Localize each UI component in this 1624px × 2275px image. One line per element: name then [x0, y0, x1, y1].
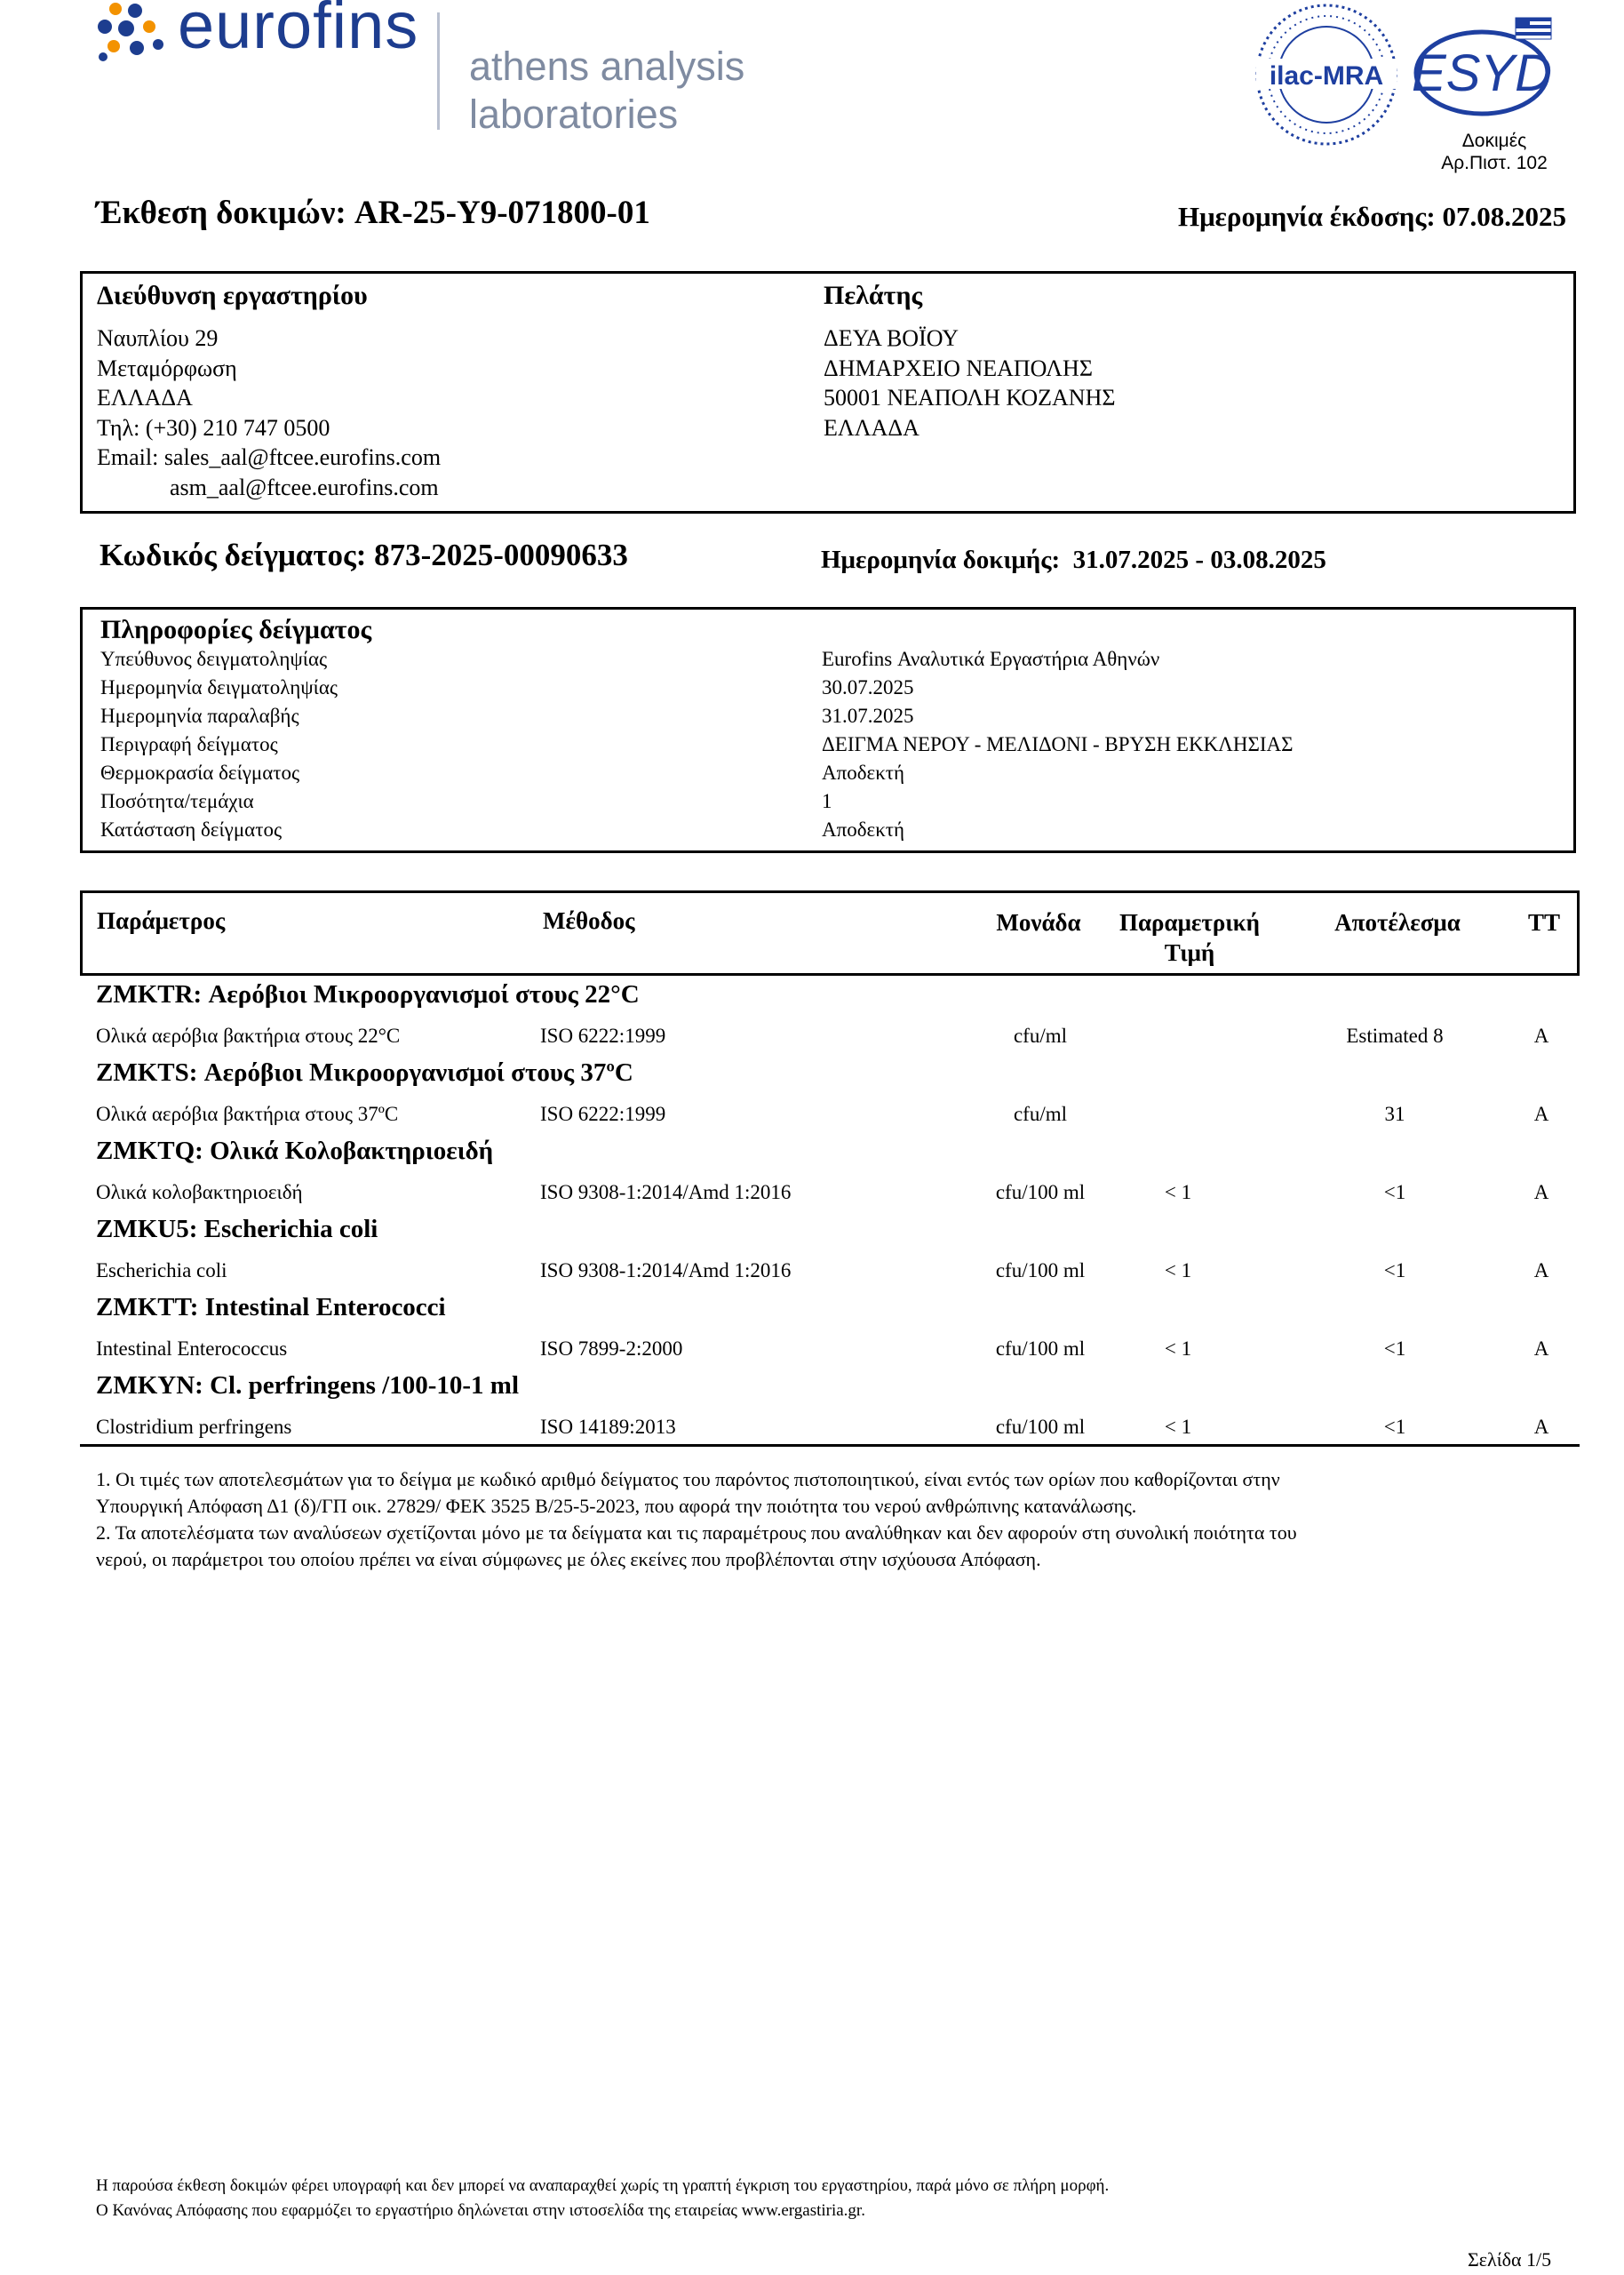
footer-line2: Ο Κανόνας Απόφασης που εφαρμόζει το εργαστήριο δηλώνεται στην ιστοσελίδα της εταιρείας www.ergastiria.gr. [96, 2201, 865, 2220]
sample-info-label: Ποσότητα/τεμάχια [100, 790, 254, 812]
esyd-seal-icon [1413, 14, 1567, 128]
page-number: Σελίδα 1/5 [1468, 2248, 1552, 2271]
test-group-title: ZMKTT: Intestinal Enterococci [96, 1293, 446, 1321]
lab-address-line: Μεταμόρφωση [97, 355, 237, 381]
client-heading: Πελάτης [824, 281, 923, 310]
result-tt: A [1533, 1259, 1549, 1281]
result-parametric-value: < 1 [1164, 1416, 1192, 1438]
result-parameter: Ολικά αερόβια βακτήρια στους 37ºC [96, 1103, 399, 1125]
result-value: Estimated 8 [1346, 1025, 1444, 1047]
eurofins-wordmark: eurofins [178, 0, 419, 62]
result-tt: A [1533, 1103, 1549, 1125]
address-box [80, 271, 1576, 514]
result-value: <1 [1383, 1416, 1406, 1438]
test-date-value: 31.07.2025 - 03.08.2025 [1072, 546, 1326, 574]
result-value: <1 [1383, 1259, 1406, 1281]
result-method: ISO 7899-2:2000 [540, 1337, 683, 1360]
col-parameter: Παράμετρος [97, 907, 226, 934]
result-unit: cfu/100 ml [995, 1259, 1086, 1281]
svg-text:ilac-MRA: ilac-MRA [1269, 61, 1384, 91]
footer-line1: Η παρούσα έκθεση δοκιμών φέρει υπογραφή και δεν μπορεί να αναπαραχθεί χωρίς τη γραπτή έγκριση του εργαστηρίου, παρά μόνο σε πλήρη μορφή. [96, 2176, 1110, 2195]
sample-info-value: Αποδεκτή [822, 818, 905, 841]
sample-info-value: 1 [822, 790, 832, 812]
logo-subtitle-line1: athens analysis [469, 44, 745, 89]
client-line: 50001 ΝΕΑΠΟΛΗ ΚΟΖΑΝΗΣ [824, 385, 1116, 411]
report-title: Έκθεση δοκιμών: AR-25-Y9-071800-01 [96, 195, 650, 231]
test-group-title: ZMKTS: Αερόβιοι Μικροοργανισμοί στους 37ºC [96, 1058, 633, 1087]
result-parameter: Escherichia coli [96, 1259, 227, 1281]
result-parametric-value: < 1 [1164, 1259, 1192, 1281]
sample-info-label: Ημερομηνία παραλαβής [100, 705, 299, 727]
sample-info-label: Περιγραφή δείγματος [100, 733, 278, 755]
result-method: ISO 14189:2013 [540, 1416, 676, 1438]
result-parameter: Intestinal Enterococcus [96, 1337, 288, 1360]
accreditation-caption-line1: Δοκιμές [1461, 131, 1527, 151]
table-bottom-rule [80, 1444, 1580, 1447]
client-line: ΕΛΛΑΔΑ [824, 415, 919, 441]
result-value: <1 [1383, 1181, 1406, 1203]
result-method: ISO 6222:1999 [540, 1103, 666, 1125]
result-parameter: Ολικά αερόβια βακτήρια στους 22°C [96, 1025, 401, 1047]
result-unit: cfu/ml [1013, 1025, 1068, 1047]
col-method: Μέθοδος [543, 907, 635, 934]
test-group-title: ZMKTQ: Ολικά Κολοβακτηριοειδή [96, 1137, 494, 1165]
note-1-line1: 1. Οι τιμές των αποτελεσμάτων για το δείγμα με κωδικό αριθμό δείγματος του παρόντος πιστοποιητικού, είναι εντός των ορίων που καθορίζονται στην [96, 1468, 1280, 1490]
lab-email: Email: sales_aal@ftcee.eurofins.com [97, 444, 442, 470]
note-2-line1: 2. Τα αποτελέσματα των αναλύσεων σχετίζονται μόνο με τα δείγματα και τις παραμέτρους που αναλύθηκαν και δεν αφορούν στη συνολική ποιότητα του [96, 1521, 1297, 1544]
lab-email-secondary: asm_aal@ftcee.eurofins.com [170, 475, 439, 500]
client-line: ΔΗΜΑΡΧΕΙΟ ΝΕΑΠΟΛΗΣ [824, 355, 1093, 381]
result-parametric-value: < 1 [1164, 1181, 1192, 1203]
result-parameter: Ολικά κολοβακτηριοειδή [96, 1181, 303, 1203]
result-parametric-value: < 1 [1164, 1337, 1192, 1360]
sample-info-label: Ημερομηνία δειγματοληψίας [100, 676, 338, 698]
result-tt: A [1533, 1025, 1549, 1047]
lab-address-line: ΕΛΛΑΔΑ [97, 385, 193, 411]
note-1-line2: Υπουργική Απόφαση Δ1 (δ)/ΓΠ οικ. 27829/ ΦΕΚ 3525 Β/25-5-2023, που αφορά την ποιότητα του νερού ανθρώπινης κατανάλωσης. [96, 1495, 1137, 1517]
sample-info-value: ΔΕΙΓΜΑ ΝΕΡΟΥ - ΜΕΛΙΔΟΝΙ - ΒΡΥΣΗ ΕΚΚΛΗΣΙΑΣ [822, 733, 1294, 755]
sample-info-value: 31.07.2025 [822, 705, 914, 727]
sample-code: Κωδικός δείγματος: 873-2025-00090633 [100, 538, 628, 572]
col-tt: ΤΤ [1527, 909, 1561, 936]
sample-info-label: Κατάσταση δείγματος [100, 818, 283, 841]
lab-address-line: Ναυπλίου 29 [97, 325, 219, 351]
result-unit: cfu/ml [1013, 1103, 1068, 1125]
ilac-seal-icon [1254, 0, 1398, 149]
test-group-title: ZMKYN: Cl. perfringens /100-10-1 ml [96, 1371, 520, 1400]
lab-phone: Τηλ: (+30) 210 747 0500 [97, 415, 330, 441]
result-method: ISO 9308-1:2014/Amd 1:2016 [540, 1259, 792, 1281]
test-group-title: ZMKU5: Escherichia coli [96, 1215, 378, 1243]
result-method: ISO 9308-1:2014/Amd 1:2016 [540, 1181, 792, 1203]
accreditation-caption-line2: Αρ.Πιστ. 102 [1441, 153, 1548, 173]
result-method: ISO 6222:1999 [540, 1025, 666, 1047]
result-tt: A [1533, 1416, 1549, 1438]
sample-info-value: Αποδεκτή [822, 762, 905, 784]
sample-info-box [80, 607, 1576, 853]
result-tt: A [1533, 1181, 1549, 1203]
result-unit: cfu/100 ml [995, 1416, 1086, 1438]
ilac-mra-seal [1254, 0, 1398, 149]
issue-date: Ημερομηνία έκδοσης: 07.08.2025 [1178, 201, 1566, 232]
logo-divider [437, 12, 440, 130]
col-parametric-value-line1: Παραμετρική [1118, 909, 1261, 936]
results-table-header [80, 890, 1580, 976]
col-unit: Μονάδα [996, 909, 1081, 936]
svg-text:ESYD: ESYD [1413, 44, 1552, 102]
col-result: Αποτέλεσμα [1334, 909, 1461, 936]
result-tt: A [1533, 1337, 1549, 1360]
eurofins-dots-icon [96, 2, 176, 66]
client-line: ΔΕΥΑ ΒΟΪΟΥ [824, 325, 959, 351]
test-date-label: Ημερομηνία δοκιμής: [821, 546, 1061, 574]
sample-info-value: Eurofins Αναλυτικά Εργαστήρια Αθηνών [822, 648, 1160, 670]
esyd-seal [1413, 14, 1567, 128]
note-2-line2: νερού, οι παράμετροι του οποίου πρέπει να είναι σύμφωνες με όλες εκείνες που προβλέπονται στην ισχύουσα Απόφαση. [96, 1548, 1041, 1570]
logo-subtitle-line2: laboratories [469, 92, 679, 137]
sample-info-value: 30.07.2025 [822, 676, 914, 698]
lab-address-heading: Διεύθυνση εργαστηρίου [97, 281, 368, 310]
sample-info-heading: Πληροφορίες δείγματος [100, 615, 372, 644]
sample-info-label: Υπεύθυνος δειγματοληψίας [100, 648, 328, 670]
sample-info-label: Θερμοκρασία δείγματος [100, 762, 300, 784]
test-group-title: ZMKTR: Αερόβιοι Μικροοργανισμοί στους 22°C [96, 980, 640, 1009]
test-date [821, 546, 1326, 575]
col-parametric-value-line2: Τιμή [1164, 939, 1215, 966]
result-value: <1 [1383, 1337, 1406, 1360]
result-unit: cfu/100 ml [995, 1181, 1086, 1203]
eurofins-logo [96, 0, 771, 142]
result-parameter: Clostridium perfringens [96, 1416, 292, 1438]
result-unit: cfu/100 ml [995, 1337, 1086, 1360]
result-value: 31 [1384, 1103, 1405, 1125]
